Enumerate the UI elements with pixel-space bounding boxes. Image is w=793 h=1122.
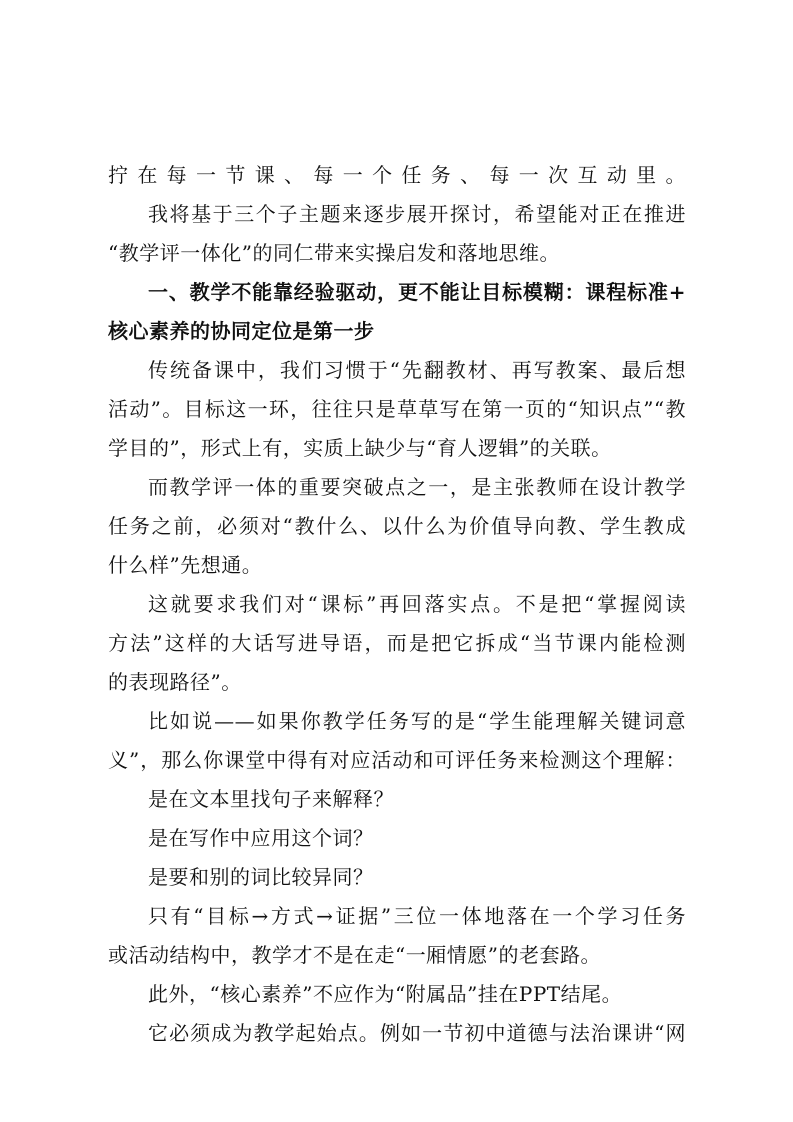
body-text-line: 而教学评一体的重要突破点之一，是主张教师在设计教学 bbox=[148, 475, 686, 499]
body-text-line: 我将基于三个子主题来逐步展开探讨，希望能对正在推进 bbox=[148, 202, 686, 226]
body-text-line: 是在写作中应用这个词？ bbox=[148, 826, 374, 850]
body-text-line: 学目的”，形式上有，实质上缺少与“育人逻辑”的关联。 bbox=[108, 436, 612, 460]
body-text-line: 此外，“核心素养”不应作为“附属品”挂在PPT结尾。 bbox=[148, 982, 623, 1006]
section-heading-line: 核心素养的协同定位是第一步 bbox=[108, 319, 375, 343]
body-text-line: 传统备课中，我们习惯于“先翻教材、再写教案、最后想 bbox=[148, 358, 686, 382]
body-text-line: 的表现路径”。 bbox=[108, 670, 242, 694]
body-text-line: 只有“目标→方式→证据”三位一体地落在一个学习任务 bbox=[148, 904, 686, 928]
body-text-line: 是在文本里找句子来解释？ bbox=[148, 787, 394, 811]
body-text-line: 它必须成为教学起始点。例如一节初中道德与法治课讲“网 bbox=[148, 1021, 686, 1045]
body-text-line: 活动”。目标这一环，往往只是草草写在第一页的“知识点”“教 bbox=[108, 397, 686, 421]
body-text-line: 义”，那么你课堂中得有对应活动和可评任务来检测这个理解： bbox=[108, 748, 686, 772]
body-text-line: 方法”这样的大话写进导语，而是把它拆成“当节课内能检测 bbox=[108, 631, 686, 655]
section-heading-line: 一、教学不能靠经验驱动，更不能让目标模糊：课程标准+ bbox=[148, 280, 686, 304]
body-text-line: “教学评一体化”的同仁带来实操启发和落地思维。 bbox=[108, 241, 560, 265]
body-text-line: 这就要求我们对“课标”再回落实点。不是把“掌握阅读 bbox=[148, 592, 686, 616]
body-text-line: 是要和别的词比较异同？ bbox=[148, 865, 374, 889]
body-text-line: 什么样”先想通。 bbox=[108, 553, 263, 577]
body-text-line: 比如说——如果你教学任务写的是“学生能理解关键词意 bbox=[148, 709, 686, 733]
body-text-line: 任务之前，必须对“教什么、以什么为价值导向教、学生教成 bbox=[108, 514, 686, 538]
body-text-line: 拧在每一节课、每一个任务、每一次互动里。 bbox=[108, 163, 686, 187]
body-text-line: 或活动结构中，教学才不是在走“一厢情愿”的老套路。 bbox=[108, 943, 601, 967]
